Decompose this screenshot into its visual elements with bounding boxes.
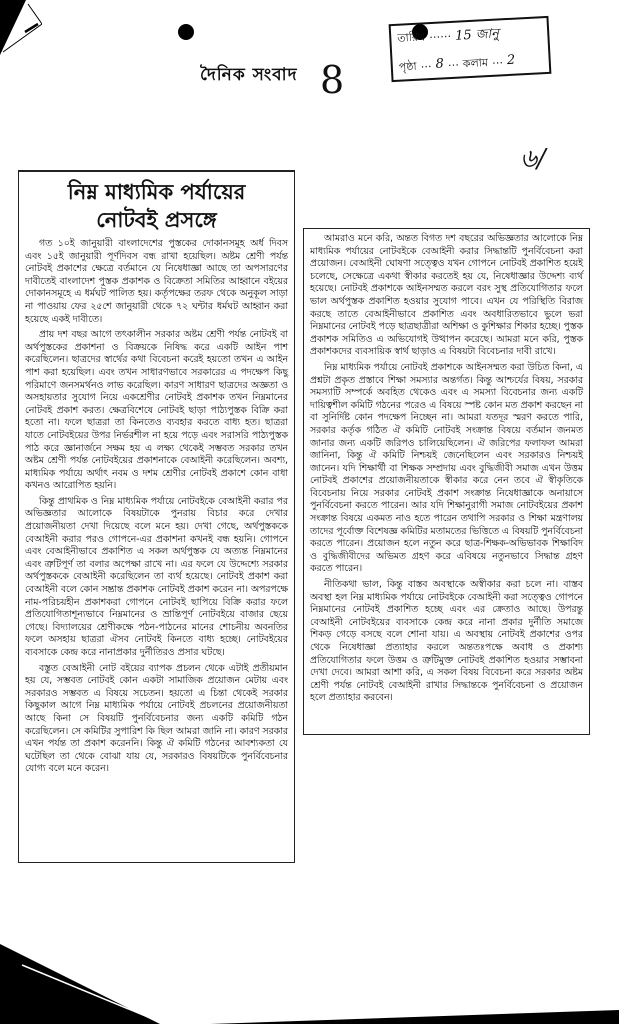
- right-column-text: [304, 229, 589, 705]
- stamp-date-label: তারিখ: [396, 30, 426, 45]
- article-clipping-left: [18, 170, 295, 863]
- stamp-page-label: পৃষ্ঠা: [398, 59, 418, 74]
- newspaper-masthead: দৈনিক সংবাদ: [200, 65, 298, 85]
- headline-line-2: নোটবই প্রসঙ্গে: [96, 208, 217, 232]
- article-clipping-right: [303, 228, 590, 735]
- headline-line-1: নিম্ন মাধ্যমিক পর্যায়ের: [67, 180, 246, 204]
- paragraph: বস্তুত বেআইনী নোট বইয়ের ব্যাপক প্রচলন থেকে এটাই প্রতীয়মান হয় যে, সম্ভবত নোটবই কোন একটা সামাজিক প্রয়োজন মেটায় এবং সরকারও সম্ভবত এ বিষয়ে সচেতন। হয়তো এ চিন্তা থেকেই সরকার কিছুকাল আগে নিম্ন মাধ্যমিক পর্যায়ে নোটবই প্রচলনের প্রয়োজনীয়তা আছে কিনা সে বিষয়টি পুনর্বিবেচনার জন্য একটি কমিটি গঠন করেছিলেন। সে কমিটির সুপারিশ কি ছিল আমরা জানি না। কারণ সরকার এখন পর্যন্ত তা প্রকাশ করেননি। কিন্তু ঐ কমিটি গঠনের আবশ্যকতা যে ঘটেছিল তা থেকে বোঝা যায় যে, সরকারও বিষয়টিকে পুনর্বিবেচনার যোগ্য বলে মনে করেন।: [25, 662, 288, 775]
- paragraph: নিম্ন মাধ্যমিক পর্যায়ে নোটবই প্রকাশকে আইনসম্মত করা উচিত কিনা, এ প্রশ্নটা প্রকৃত প্রস্তাবে শিক্ষা সমস্যার অন্তর্গত। কিন্তু আশ্চর্যের বিষয়, সরকার সমস্যাটি সম্পর্কে অবহিত থেকেও এবং এ সমস্যা বিবেচনার জন্য একটি দায়িত্বশীল কমিটি গঠনের পরেও এ বিষয়ে স্পষ্ট কোন মত প্রকাশ করছেন না বা সুনির্দিষ্ট কোন পদক্ষেপ নিচ্ছেন না। আমরা যতদূর স্মরণ করতে পারি, সরকার কর্তৃক গঠিত ঐ কমিটি নোটবই সংক্রান্ত বিষয়ে বর্তমান জনমত জানার জন্য একটি জরিপও চালিয়েছিলেন। ঐ জরিপের ফলাফল আমরা জানিনা, কিন্তু ঐ কমিটি নিশ্চয়ই জেনেছিলেন এবং সরকারও নিশ্চয়ই জানেন। যদি শিক্ষার্থী বা শিক্ষক সম্প্রদায় এবং বুদ্ধিজীবী সমাজ এখন উত্তম নোটবই প্রকাশের প্রয়োজনীয়তাকে স্বীকার করে নেন তবে ঐ স্বীকৃতিকে বিবেচনায় নিয়ে সরকার নোটবই প্রকাশ সংক্রান্ত নিষেধাজ্ঞাকে অনায়াসে পুনর্বিবেচনা করতে পারেন। আর যদি শিক্ষানুরাগী সমাজ নোটবইয়ের প্রকাশ সংক্রান্ত বিষয়ে একমত নাও হতে পারেন তথাপি সরকার ও শিক্ষা মন্ত্রণালয় তাদের পূর্বোক্ত বিশেষজ্ঞ কমিটির মতামতের ভিত্তিতে এ বিষয়টি পুনর্বিবেচনা করতে পারেন। প্রয়োজন হলে নতুন করে ছাত্র-শিক্ষক-অভিভাবক শিক্ষাবিদ ও বুদ্ধিজীবীদের অভিমত গ্রহণ করে এবিষয়ে নতুনভাবে সিদ্ধান্ত গ্রহণ করতে পারেন।: [310, 361, 583, 575]
- folded-corner-mark: [2, 2, 42, 54]
- paragraph: প্রায় দশ বছর আগে তৎকালীন সরকার অষ্টম শ্রেণী পর্যন্ত নোটবই বা অর্থপুস্তকের প্রকাশনা ও বিক্রয়কে নিষিদ্ধ করে একটি আইন পাশ করেছিলেন। ছাত্রদের স্বার্থের কথা বিবেচনা করেই হয়তো তখন এ আইন পাশ করা হয়েছিল। এবং তখন সাধারণভাবে সরকারের এ পদক্ষেপ কিছু পরিমাণে জনসমর্থনও লাভ করেছিল। কারণ সাধারণ ছাত্রদের অজ্ঞতা ও অসহায়তার সুযোগ নিয়ে একশ্রেণীর নোটবই প্রকাশক তখন নিম্নমানের নোটবই প্রকাশ করত। ক্ষেত্রবিশেষে নোটবই ছাড়া পাঠ্যপুস্তক বিক্রি করা হতো না। ফলে ছাত্ররা তা কিনতেও ব্যবহার করতে বাধ্য হত। ছাত্ররা যাতে নোটবইয়ের উপর নির্ভরশীল না হয়ে পড়ে এবং সরাসরি পাঠ্যপুস্তক পাঠ করে জ্ঞানার্জনে সক্ষম হয় এ লক্ষ্য থেকেই সম্ভবত সরকার তখন অষ্টম শ্রেণী পর্যন্ত নোটবইয়ের প্রকাশনাকে বেআইনী করেছিলেন। অবশ্য, মাধ্যমিক পর্যায়ে অর্থাৎ নবম ও দশম শ্রেণীর নোটবই প্রকাশে কোন বাধা কখনও আরোপিত হয়নি।: [25, 329, 288, 492]
- paragraph: কিন্তু প্রাথমিক ও নিম্ন মাধ্যমিক পর্যায়ে নোটবইকে বেআইনী করার পর অভিজ্ঞতার আলোকে বিষয়টাকে পুনরায় বিচার করে দেখার প্রয়োজনীয়তা দেখা দিয়েছে বলে মনে হয়। দেখা গেছে, অর্থপুস্তককে বেআইনী করার পরও গোপনে-এর প্রকাশনা কখনই বন্ধ হয়নি। গোপনে এবং বেআইনীভাবে প্রকাশিত এ সকল অর্থপুস্তক যে অত্যন্ত নিম্নমানের এবং ত্রুটিপূর্ণ তা বলার অপেক্ষা রাখে না। এর ফলে যে উদ্দেশ্যে সরকার অর্থপুস্তককে বেআইনী করেছিলেন তা ব্যর্থ হয়েছে। নোটবই প্রকাশ করা বেআইনী বলে কোন সম্ভ্রান্ত প্রকাশক নোটবই প্রকাশ করেন না। অপরপক্ষে নাম-পরিচয়হীন প্রকাশকরা গোপনে নোটবই ছাপিয়ে বিক্রি করার ফলে প্রতিযোগিতাশূন্যভাবে নিম্নমানের ও ভ্রান্তিপূর্ণ নোটবইয়ে বাজার ছেয়ে গেছে। বিদ্যালয়ের শ্রেণীকক্ষে পঠন-পাঠনের মানের শোচনীয় অবনতির ফলে অসহায় ছাত্ররা ঐসব নোটবই কিনতে বাধ্য হচ্ছে। নোটবইয়ের ব্যবসাকে কেন্দ্র করে নানাপ্রকার দুর্নীতিরও প্রসার ঘটছে।: [25, 495, 288, 658]
- stamp-column-label: কলাম: [462, 56, 489, 71]
- margin-annotation: ৬/: [520, 144, 546, 174]
- handwritten-page-number: 8: [320, 58, 345, 102]
- paragraph: নীতিকথা ভাল, কিন্তু বাস্তব অবস্থাকে অস্বীকার করা চলে না। বাস্তব অবস্থা হল নিম্ন মাধ্যমিক পর্যায়ে নোটবইকে বেআইনী করা সত্ত্বেও গোপনে নিম্নমানের নোটবই প্রকাশিত হচ্ছে এবং এর ক্রেতাও আছে। উপরন্তু বেআইনী নোটবইয়ের ব্যবসাকে কেন্দ্র করে নানা প্রকার দুর্নীতি সমাজে শিকড় গেড়ে বসছে বলে শোনা যায়। এ অবস্থায় নোটবই প্রকাশের ওপর থেকে নিষেধাজ্ঞা প্রত্যাহার করলে অন্ততঃপক্ষে অবাধ ও প্রকাশ্য প্রতিযোগিতার ফলে উত্তম ও ত্রুটিমুক্ত নোটবই প্রকাশিত হওয়ার সম্ভাবনা দেখা দেবে। আমরা আশা করি, এ সকল বিষয় বিবেচনা করে সরকার অষ্টম শ্রেণী পর্যন্ত নোটবই বেআইনী রাখার সিদ্ধান্তকে পুনর্বিবেচনা ও প্রয়োজন হলে প্রত্যাহার করবেন।: [310, 579, 583, 704]
- paragraph: গত ১০ই জানুয়ারী বাংলাদেশের পুস্তকের দোকানসমূহ অর্ধ দিবস এবং ১৫ই জানুয়ারী পূর্ণদিবস বন্ধ রাখা হয়েছিল। অষ্টম শ্রেণী পর্যন্ত নোটবই প্রকাশের ক্ষেত্রে বর্তমানে যে নিষেধাজ্ঞা আছে তা অপসারণের দাবীতেই বাংলাদেশ পুস্তক প্রকাশক ও বিক্রেতা সমিতির আহ্বানে বইয়ের দোকানসমূহে এ ধর্মঘট পালিত হয়। কর্তৃপক্ষের তরফ থেকে অনুকূল সাড়া না পাওয়ায় ফের ২৫শে জানুয়ারী থেকে ৭২ ঘন্টার ধর্মঘট আহ্বান করা হয়েছে একই দাবীতে।: [25, 238, 288, 325]
- stamp-column-value: 2: [506, 52, 516, 69]
- stamp-date-value: 15 জানু: [454, 26, 500, 44]
- paragraph: আমরাও মনে করি, অন্তত বিগত দশ বছরের অভিজ্ঞতার আলোকে নিম্ন মাধ্যমিক পর্যায়ের নোটবইকে বেআইনী করার সিদ্ধান্তটি পুনর্বিবেচনা করা প্রয়োজন। বেআইনী ঘোষণা সত্ত্বেও যখন গোপনে নোটবই প্রকাশিত হয়েই চলেছে, সেক্ষেত্রে একথা স্বীকার করতেই হয় যে, নিষেধাজ্ঞার উদ্দেশ্য ব্যর্থ হয়েছে। নোটবই প্রকাশকে আইনসম্মত করলে বরং সুস্থ প্রতিযোগিতার ফলে ভাল অর্থপুস্তক প্রকাশিত হওয়ার সুযোগ পাবে। এখন যে পরিস্থিতি বিরাজ করছে তাতে বেআইনীভাবে প্রকাশিত এবং অবধারিতভাবে ভুলে ভরা নিম্নমানের নোটবই পড়ে ছাত্রছাত্রীরা অশিক্ষা ও কুশিক্ষার শিকার হচ্ছে। পুস্তক প্রকাশক সমিতিও এ অভিযোগই উত্থাপন করেছে। আমরা মনে করি, পুস্তক প্রকাশকদের ব্যবসায়িক স্বার্থ ছাড়াও এ বিষয়টা বিবেচনার দাবী রাখে।: [310, 233, 583, 358]
- article-headline: [19, 178, 294, 234]
- archive-stamp: তারিখ …… 15 জানু পৃষ্ঠা … 8 … কলাম … 2: [389, 16, 552, 82]
- left-column-text: [19, 238, 294, 776]
- stamp-page-value: 8: [435, 56, 445, 72]
- punch-hole-left: [178, 24, 194, 40]
